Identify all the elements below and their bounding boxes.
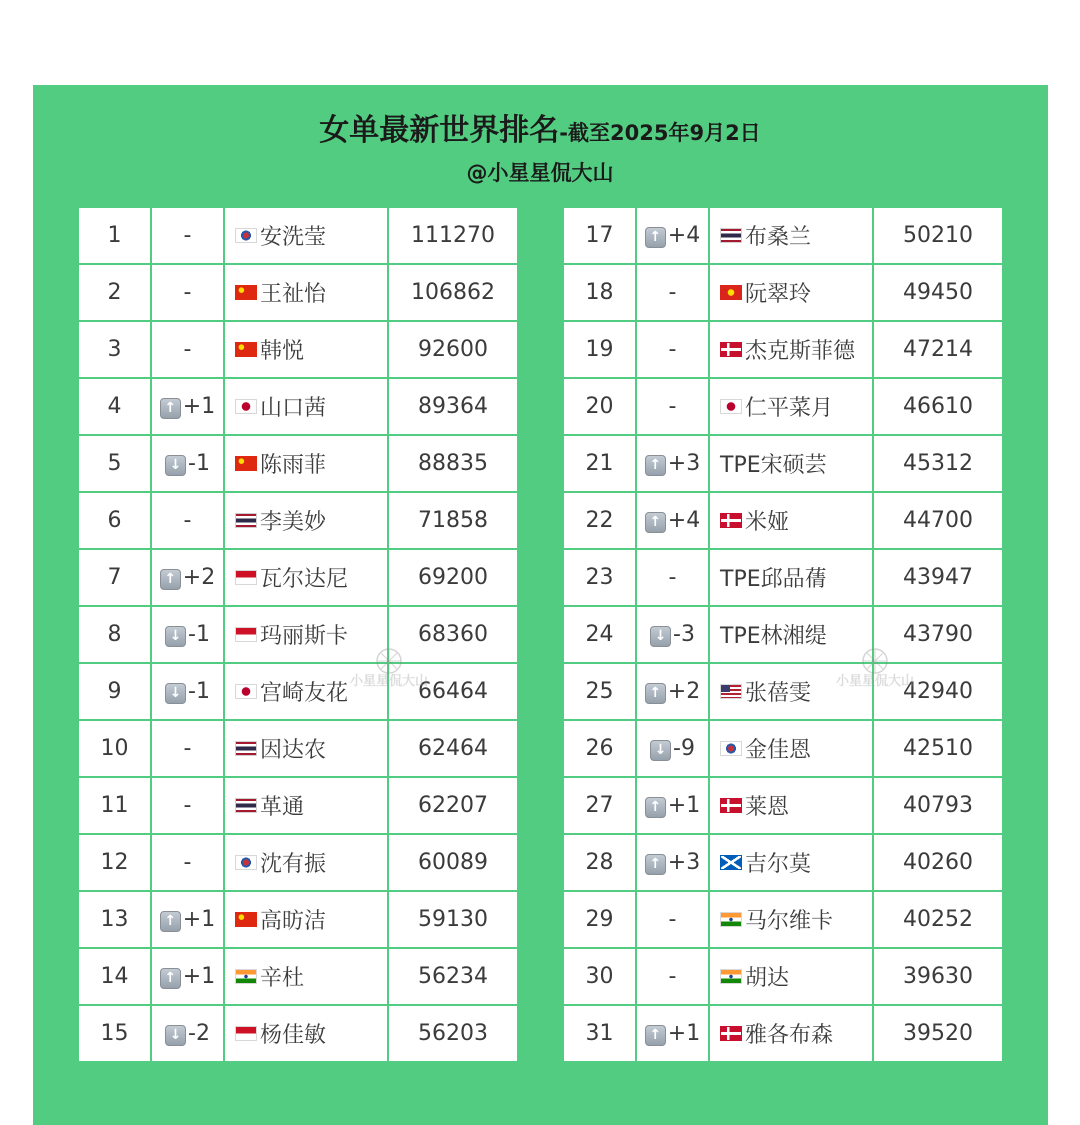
player-name: 杨佳敏 xyxy=(260,1023,327,1048)
player-name: 吉尔莫 xyxy=(745,852,812,877)
arrow-up-icon: ↑ xyxy=(645,455,666,476)
arrow-up-icon: ↑ xyxy=(160,569,181,590)
table-row xyxy=(78,207,518,264)
points-cell: 88835 xyxy=(388,435,518,492)
change-cell xyxy=(151,435,224,492)
change-value: +1 xyxy=(667,793,701,818)
points-cell: 59130 xyxy=(388,891,518,948)
rank-cell: 17 xyxy=(563,207,636,264)
player-cell xyxy=(224,378,388,435)
change-value: +1 xyxy=(182,394,216,419)
change-value: +1 xyxy=(182,907,216,932)
change-cell xyxy=(636,321,709,378)
change-cell xyxy=(636,378,709,435)
change-value: +4 xyxy=(667,508,701,533)
change-cell xyxy=(636,492,709,549)
change-value: -1 xyxy=(188,622,210,647)
page-title xyxy=(0,105,1080,149)
change-cell xyxy=(636,264,709,321)
arrow-up-icon: ↑ xyxy=(645,512,666,533)
arrow-down-icon: ↓ xyxy=(650,740,671,761)
rank-cell: 6 xyxy=(78,492,151,549)
table-row xyxy=(78,777,518,834)
change-cell xyxy=(151,606,224,663)
points-cell: 60089 xyxy=(388,834,518,891)
table-row xyxy=(78,492,518,549)
change-cell xyxy=(151,720,224,777)
player-cell xyxy=(709,435,873,492)
points-cell: 62207 xyxy=(388,777,518,834)
points-cell: 56203 xyxy=(388,1005,518,1062)
points-cell: 40252 xyxy=(873,891,1003,948)
ranking-table-right xyxy=(562,206,1004,1063)
flag-kr-icon xyxy=(235,228,257,243)
rank-cell: 3 xyxy=(78,321,151,378)
player-name: 邱品蒨 xyxy=(760,567,827,592)
player-name: 玛丽斯卡 xyxy=(260,624,349,649)
flag-kr-icon xyxy=(720,741,742,756)
flag-cn-icon xyxy=(235,342,257,357)
player-cell xyxy=(224,1005,388,1062)
player-cell xyxy=(224,777,388,834)
change-cell xyxy=(151,948,224,1005)
rank-cell: 27 xyxy=(563,777,636,834)
change-cell xyxy=(636,891,709,948)
arrow-up-icon: ↑ xyxy=(645,797,666,818)
player-cell xyxy=(709,663,873,720)
player-cell xyxy=(709,606,873,663)
player-cell xyxy=(709,891,873,948)
change-cell xyxy=(636,549,709,606)
table-row xyxy=(78,435,518,492)
change-value: -3 xyxy=(673,622,695,647)
change-value: +3 xyxy=(667,451,701,476)
rank-cell: 30 xyxy=(563,948,636,1005)
arrow-up-icon: ↑ xyxy=(645,683,666,704)
points-cell: 40793 xyxy=(873,777,1003,834)
change-value: - xyxy=(183,337,192,362)
change-cell xyxy=(151,891,224,948)
table-row xyxy=(563,492,1003,549)
player-name: 仁平菜月 xyxy=(745,396,834,421)
table-row xyxy=(78,891,518,948)
player-name: 金佳恩 xyxy=(745,738,812,763)
player-name: 韩悦 xyxy=(260,339,305,364)
change-value: - xyxy=(183,736,192,761)
change-cell xyxy=(151,264,224,321)
table-row xyxy=(78,663,518,720)
ranking-table-left xyxy=(77,206,519,1063)
player-cell xyxy=(709,264,873,321)
flag-jp-icon xyxy=(235,399,257,414)
change-value: - xyxy=(668,394,677,419)
player-cell xyxy=(709,777,873,834)
change-value: -1 xyxy=(188,451,210,476)
table-row xyxy=(563,948,1003,1005)
points-cell: 62464 xyxy=(388,720,518,777)
change-cell xyxy=(151,834,224,891)
arrow-down-icon: ↓ xyxy=(165,455,186,476)
points-cell: 68360 xyxy=(388,606,518,663)
change-value: - xyxy=(668,907,677,932)
flag-kr-icon xyxy=(235,855,257,870)
arrow-up-icon: ↑ xyxy=(645,854,666,875)
player-cell xyxy=(709,378,873,435)
rank-cell: 10 xyxy=(78,720,151,777)
flag-dk-icon xyxy=(720,342,742,357)
player-name: 阮翠玲 xyxy=(745,282,812,307)
flag-dk-icon xyxy=(720,513,742,528)
rank-cell: 24 xyxy=(563,606,636,663)
player-cell xyxy=(224,720,388,777)
change-cell xyxy=(636,1005,709,1062)
table-row xyxy=(78,720,518,777)
player-cell xyxy=(224,321,388,378)
table-row xyxy=(563,378,1003,435)
change-value: - xyxy=(183,508,192,533)
table-row xyxy=(78,606,518,663)
flag-cn-icon xyxy=(235,456,257,471)
points-cell: 50210 xyxy=(873,207,1003,264)
player-cell xyxy=(709,207,873,264)
player-name: 沈有振 xyxy=(260,852,327,877)
arrow-up-icon: ↑ xyxy=(160,968,181,989)
rank-cell: 7 xyxy=(78,549,151,606)
arrow-down-icon: ↓ xyxy=(165,683,186,704)
flag-id-icon xyxy=(235,627,257,642)
player-cell xyxy=(709,834,873,891)
points-cell: 40260 xyxy=(873,834,1003,891)
points-cell: 47214 xyxy=(873,321,1003,378)
table-row xyxy=(563,891,1003,948)
rank-cell: 20 xyxy=(563,378,636,435)
rank-cell: 14 xyxy=(78,948,151,1005)
country-prefix: TPE xyxy=(720,624,761,649)
flag-in-icon xyxy=(720,912,742,927)
change-cell xyxy=(151,321,224,378)
change-value: - xyxy=(668,337,677,362)
table-row xyxy=(78,378,518,435)
arrow-down-icon: ↓ xyxy=(650,626,671,647)
change-value: -9 xyxy=(673,736,695,761)
arrow-up-icon: ↑ xyxy=(645,1025,666,1046)
flag-dk-icon xyxy=(720,798,742,813)
change-cell xyxy=(151,207,224,264)
table-row xyxy=(78,1005,518,1062)
player-name: 山口茜 xyxy=(260,396,327,421)
arrow-up-icon: ↑ xyxy=(645,227,666,248)
player-name: 因达农 xyxy=(260,738,327,763)
flag-id-icon xyxy=(235,570,257,585)
rank-cell: 31 xyxy=(563,1005,636,1062)
points-cell: 111270 xyxy=(388,207,518,264)
player-name: 雅各布森 xyxy=(745,1023,834,1048)
player-cell xyxy=(224,264,388,321)
player-name: 陈雨菲 xyxy=(260,453,327,478)
change-cell xyxy=(151,663,224,720)
flag-in-icon xyxy=(720,969,742,984)
rank-cell: 4 xyxy=(78,378,151,435)
rank-cell: 28 xyxy=(563,834,636,891)
points-cell: 46610 xyxy=(873,378,1003,435)
rank-cell: 26 xyxy=(563,720,636,777)
table-row xyxy=(78,834,518,891)
player-cell xyxy=(224,948,388,1005)
flag-jp-icon xyxy=(720,399,742,414)
flag-cn-icon xyxy=(235,912,257,927)
author-handle: @小星星侃大山 xyxy=(466,161,614,185)
table-row xyxy=(563,549,1003,606)
points-cell: 106862 xyxy=(388,264,518,321)
player-name: 马尔维卡 xyxy=(745,909,834,934)
points-cell: 42940 xyxy=(873,663,1003,720)
points-cell: 92600 xyxy=(388,321,518,378)
points-cell: 56234 xyxy=(388,948,518,1005)
player-cell xyxy=(709,948,873,1005)
points-cell: 66464 xyxy=(388,663,518,720)
points-cell: 39520 xyxy=(873,1005,1003,1062)
rank-cell: 2 xyxy=(78,264,151,321)
title-main: 女单最新世界排名 xyxy=(319,113,560,148)
change-cell xyxy=(636,663,709,720)
change-value: - xyxy=(183,280,192,305)
change-cell xyxy=(151,549,224,606)
country-prefix: TPE xyxy=(720,567,761,592)
flag-jp-icon xyxy=(235,684,257,699)
table-row xyxy=(563,1005,1003,1062)
change-value: +4 xyxy=(667,223,701,248)
player-cell xyxy=(224,606,388,663)
flag-th-icon xyxy=(235,798,257,813)
table-row xyxy=(78,549,518,606)
watermark-text: 小星星侃大山 xyxy=(349,674,428,689)
watermark-text: 小星星侃大山 xyxy=(835,674,914,689)
flag-th-icon xyxy=(235,741,257,756)
player-name: 布桑兰 xyxy=(745,225,812,250)
points-cell: 39630 xyxy=(873,948,1003,1005)
player-name: 辛杜 xyxy=(260,966,305,991)
player-cell xyxy=(224,435,388,492)
points-cell: 69200 xyxy=(388,549,518,606)
change-value: - xyxy=(183,223,192,248)
change-cell xyxy=(151,777,224,834)
change-cell xyxy=(151,378,224,435)
arrow-up-icon: ↑ xyxy=(160,398,181,419)
player-name: 米娅 xyxy=(745,510,790,535)
table-row xyxy=(78,948,518,1005)
player-name: 杰克斯菲德 xyxy=(745,339,856,364)
rank-cell: 13 xyxy=(78,891,151,948)
flag-cn-icon xyxy=(235,285,257,300)
table-row xyxy=(563,663,1003,720)
player-cell xyxy=(224,492,388,549)
points-cell: 71858 xyxy=(388,492,518,549)
player-name: 李美妙 xyxy=(260,510,327,535)
player-name: 胡达 xyxy=(745,966,790,991)
change-value: - xyxy=(668,280,677,305)
change-cell xyxy=(636,834,709,891)
player-cell xyxy=(709,1005,873,1062)
rank-cell: 22 xyxy=(563,492,636,549)
rank-cell: 29 xyxy=(563,891,636,948)
table-row xyxy=(563,834,1003,891)
change-value: -1 xyxy=(188,679,210,704)
player-cell xyxy=(224,663,388,720)
change-value: +3 xyxy=(667,850,701,875)
rank-cell: 12 xyxy=(78,834,151,891)
player-cell xyxy=(224,834,388,891)
change-value: - xyxy=(183,850,192,875)
change-cell xyxy=(636,606,709,663)
points-cell: 43790 xyxy=(873,606,1003,663)
table-row xyxy=(563,264,1003,321)
player-name: 莱恩 xyxy=(745,795,790,820)
table-row xyxy=(563,720,1003,777)
change-cell xyxy=(636,207,709,264)
points-cell: 42510 xyxy=(873,720,1003,777)
player-name: 王祉怡 xyxy=(260,282,327,307)
player-name: 宫崎友花 xyxy=(260,681,349,706)
player-name: 革通 xyxy=(260,795,305,820)
change-value: +1 xyxy=(667,1021,701,1046)
rank-cell: 8 xyxy=(78,606,151,663)
change-value: - xyxy=(668,964,677,989)
change-cell xyxy=(636,435,709,492)
flag-dk-icon xyxy=(720,1026,742,1041)
points-cell: 89364 xyxy=(388,378,518,435)
change-value: +2 xyxy=(182,565,216,590)
rank-cell: 15 xyxy=(78,1005,151,1062)
points-cell: 49450 xyxy=(873,264,1003,321)
player-name: 林湘缇 xyxy=(760,624,827,649)
change-cell xyxy=(636,777,709,834)
change-cell xyxy=(636,720,709,777)
points-cell: 45312 xyxy=(873,435,1003,492)
rank-cell: 25 xyxy=(563,663,636,720)
table-row xyxy=(78,321,518,378)
player-cell xyxy=(709,549,873,606)
player-name: 安洗莹 xyxy=(260,225,327,250)
flag-th-icon xyxy=(720,228,742,243)
rank-cell: 1 xyxy=(78,207,151,264)
arrow-up-icon: ↑ xyxy=(160,911,181,932)
rank-cell: 5 xyxy=(78,435,151,492)
flag-in-icon xyxy=(235,969,257,984)
change-value: - xyxy=(668,565,677,590)
table-row xyxy=(563,435,1003,492)
table-row xyxy=(563,606,1003,663)
rank-cell: 21 xyxy=(563,435,636,492)
player-cell xyxy=(709,720,873,777)
rank-cell: 9 xyxy=(78,663,151,720)
player-cell xyxy=(224,549,388,606)
arrow-down-icon: ↓ xyxy=(165,1025,186,1046)
player-cell xyxy=(224,207,388,264)
player-name: 张蓓雯 xyxy=(745,681,812,706)
flag-id-icon xyxy=(235,1026,257,1041)
flag-vn-icon xyxy=(720,285,742,300)
change-value: +1 xyxy=(182,964,216,989)
player-name: 瓦尔达尼 xyxy=(260,567,349,592)
rank-cell: 11 xyxy=(78,777,151,834)
flag-us-icon xyxy=(720,684,742,699)
table-row xyxy=(563,321,1003,378)
change-cell xyxy=(151,1005,224,1062)
change-cell xyxy=(151,492,224,549)
player-cell xyxy=(709,321,873,378)
points-cell: 44700 xyxy=(873,492,1003,549)
flag-sc-icon xyxy=(720,855,742,870)
country-prefix: TPE xyxy=(720,453,761,478)
arrow-down-icon: ↓ xyxy=(165,626,186,647)
rank-cell: 18 xyxy=(563,264,636,321)
change-value: - xyxy=(183,793,192,818)
points-cell: 43947 xyxy=(873,549,1003,606)
table-row xyxy=(563,207,1003,264)
title-date: -截至2025年9月2日 xyxy=(559,121,761,145)
player-name: 宋硕芸 xyxy=(760,453,827,478)
rank-cell: 19 xyxy=(563,321,636,378)
change-cell xyxy=(636,948,709,1005)
table-row xyxy=(563,777,1003,834)
player-cell xyxy=(224,891,388,948)
rank-cell: 23 xyxy=(563,549,636,606)
table-row xyxy=(78,264,518,321)
change-value: -2 xyxy=(188,1021,210,1046)
change-value: +2 xyxy=(667,679,701,704)
player-name: 高昉洁 xyxy=(260,909,327,934)
player-cell xyxy=(709,492,873,549)
flag-th-icon xyxy=(235,513,257,528)
